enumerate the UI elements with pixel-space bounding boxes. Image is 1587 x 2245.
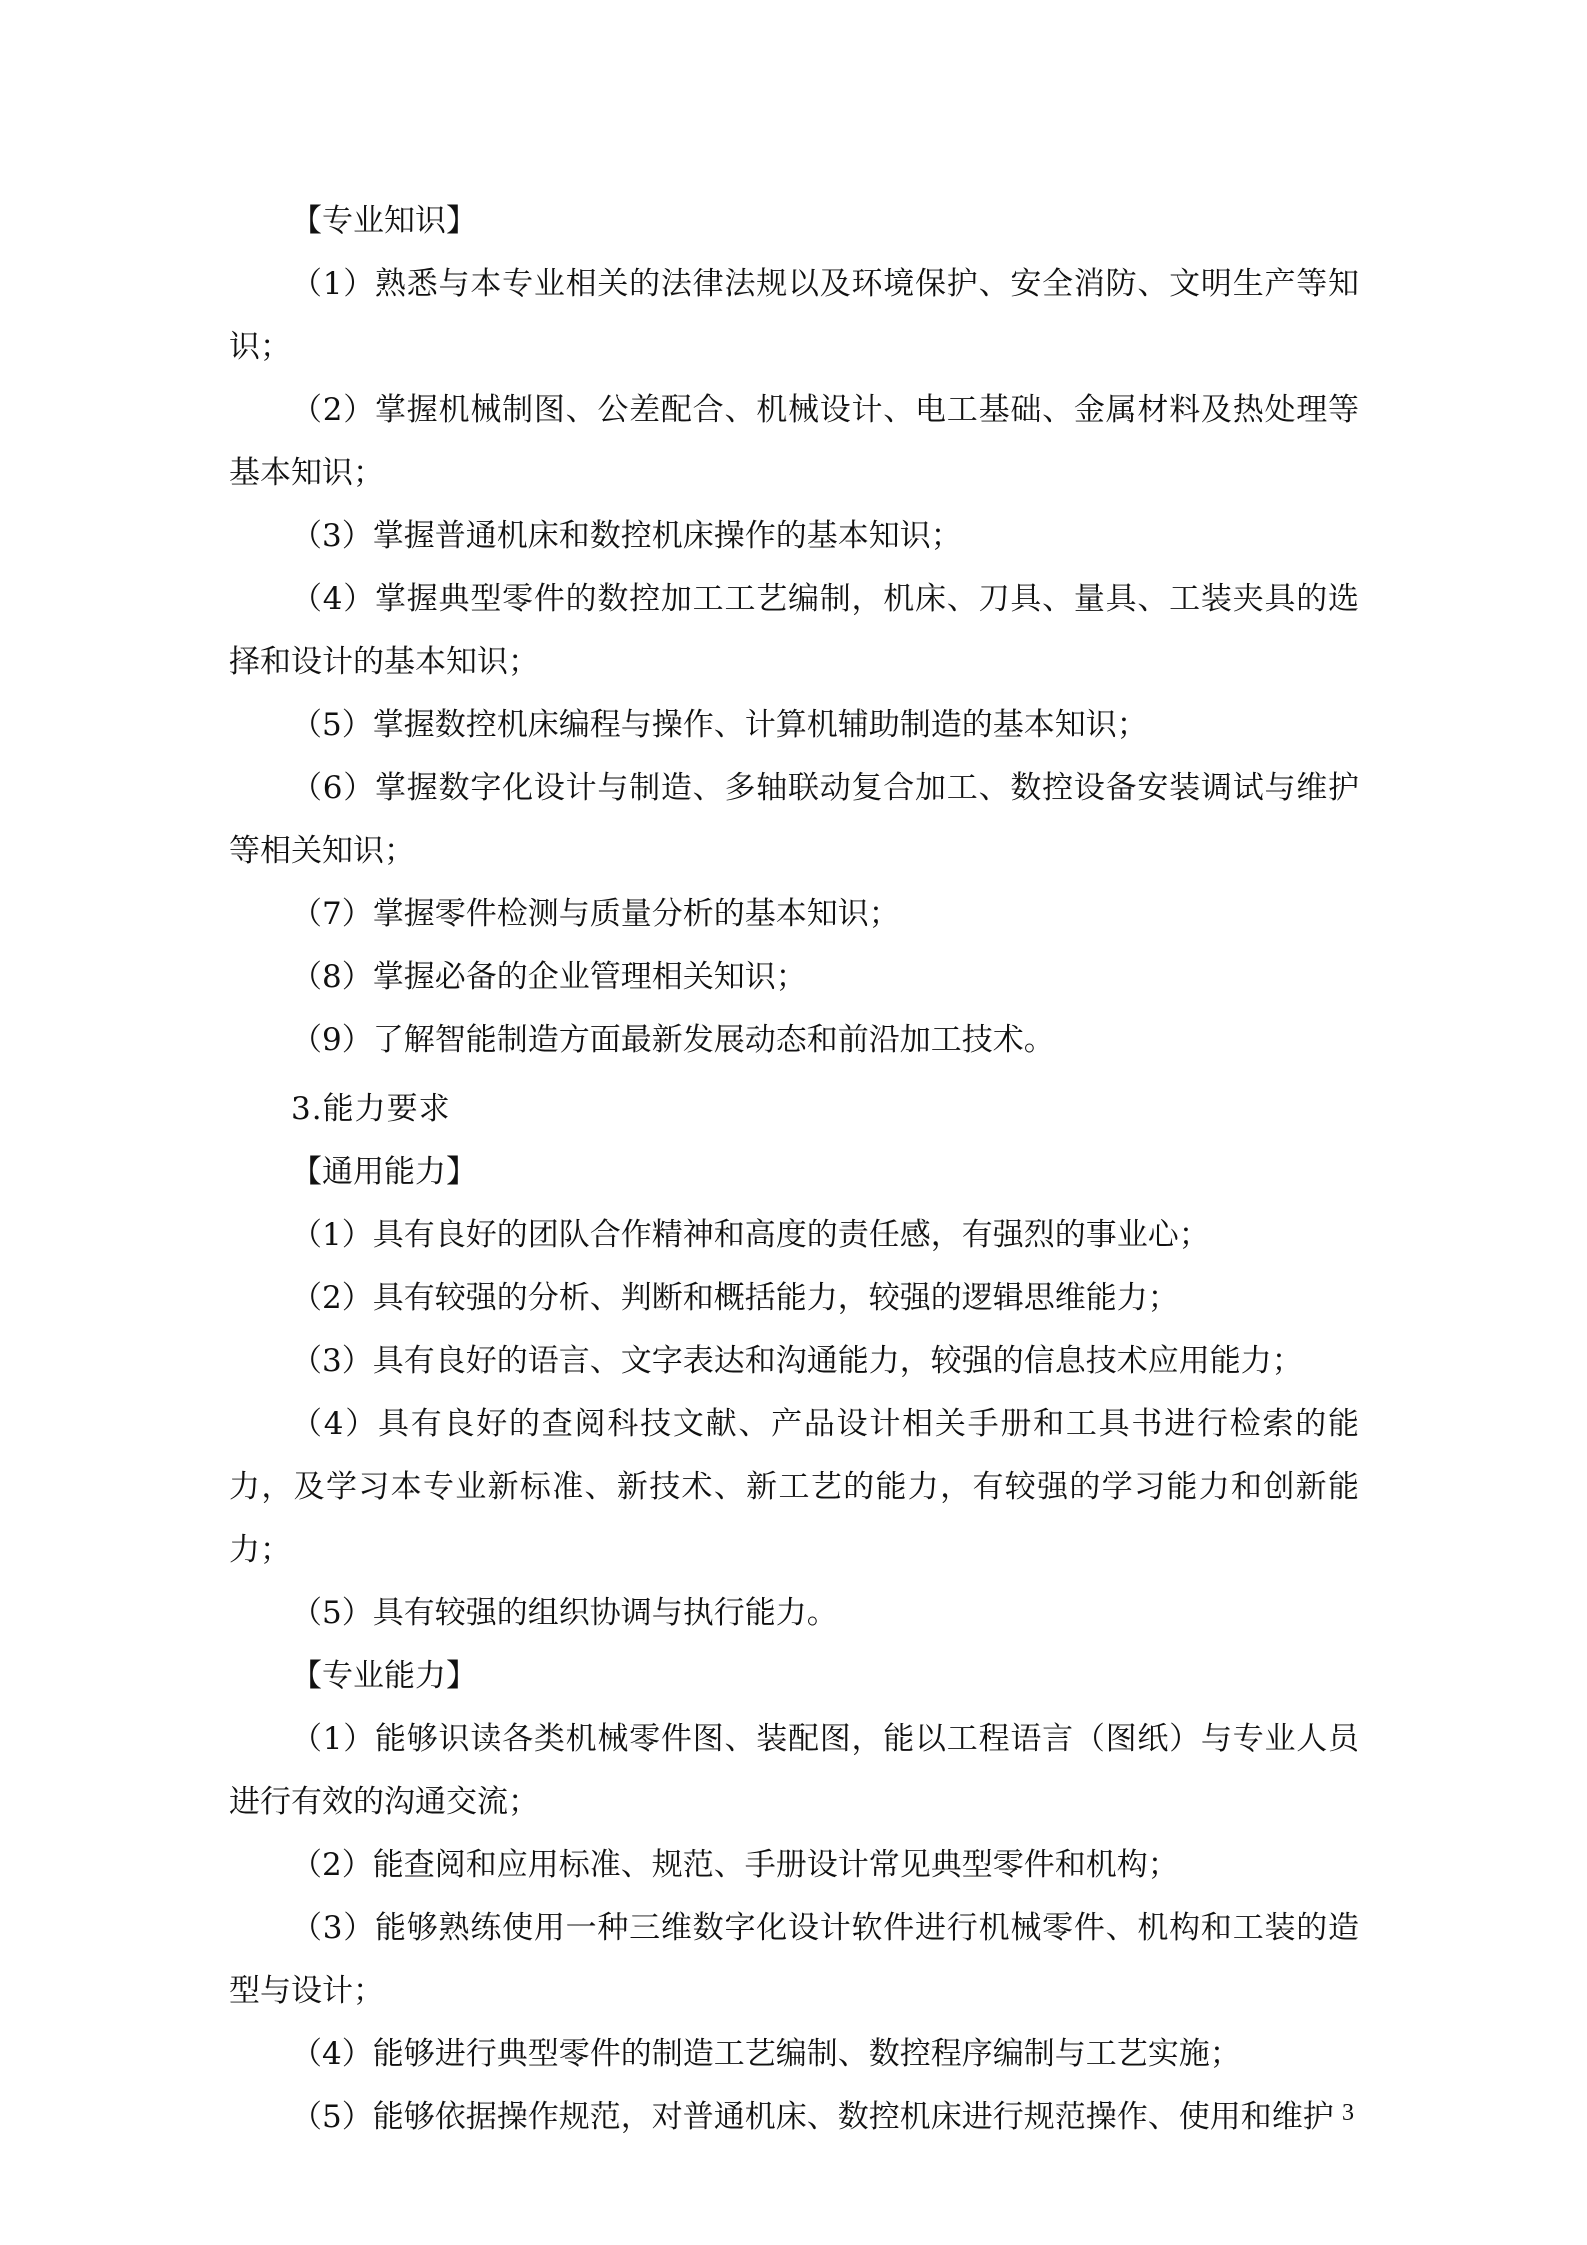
list-item: （3）掌握普通机床和数控机床操作的基本知识； [291, 518, 962, 554]
list-item: （4）掌握典型零件的数控加工工艺编制，机床、刀具、量具、工装夹具的选择和设计的基本知识； [229, 581, 1359, 680]
list-item: （9）了解智能制造方面最新发展动态和前沿加工技术。 [291, 1022, 1055, 1058]
list-item: （3）具有良好的语言、文字表达和沟通能力，较强的信息技术应用能力； [291, 1343, 1303, 1379]
page-number: 3 [1342, 2100, 1354, 2126]
list-item: （6）掌握数字化设计与制造、多轴联动复合加工、数控设备安装调试与维护等相关知识； [229, 770, 1359, 869]
list-item: （3）能够熟练使用一种三维数字化设计软件进行机械零件、机构和工装的造型与设计； [229, 1910, 1359, 2009]
list-item: （8）掌握必备的企业管理相关知识； [291, 959, 807, 995]
section-heading-general-ability: 【通用能力】 [291, 1154, 477, 1190]
list-item: （5）具有较强的组织协调与执行能力。 [291, 1595, 838, 1631]
list-item: （5）掌握数控机床编程与操作、计算机辅助制造的基本知识； [291, 707, 1148, 743]
list-item: （5）能够依据操作规范，对普通机床、数控机床进行规范操作、使用和维护 [291, 2099, 1334, 2135]
section-heading-professional-knowledge: 【专业知识】 [291, 203, 477, 239]
section-title-ability-requirements: 3.能力要求 [291, 1091, 451, 1127]
list-item: （4）能够进行典型零件的制造工艺编制、数控程序编制与工艺实施； [291, 2036, 1241, 2072]
list-item: （2）具有较强的分析、判断和概括能力，较强的逻辑思维能力； [291, 1280, 1179, 1316]
list-item: （4）具有良好的查阅科技文献、产品设计相关手册和工具书进行检索的能力，及学习本专业新标准、新技术、新工艺的能力，有较强的学习能力和创新能力； [229, 1406, 1359, 1568]
list-item: （1）具有良好的团队合作精神和高度的责任感，有强烈的事业心； [291, 1217, 1210, 1253]
list-item: （1）熟悉与本专业相关的法律法规以及环境保护、安全消防、文明生产等知识； [229, 266, 1359, 365]
list-item: （1）能够识读各类机械零件图、装配图，能以工程语言（图纸）与专业人员进行有效的沟通交流； [229, 1721, 1359, 1820]
section-heading-professional-ability: 【专业能力】 [291, 1658, 477, 1694]
list-item: （2）能查阅和应用标准、规范、手册设计常见典型零件和机构； [291, 1847, 1179, 1883]
list-item: （2）掌握机械制图、公差配合、机械设计、电工基础、金属材料及热处理等基本知识； [229, 392, 1359, 491]
page-content [229, 190, 1359, 2149]
list-item: （7）掌握零件检测与质量分析的基本知识； [291, 896, 900, 932]
